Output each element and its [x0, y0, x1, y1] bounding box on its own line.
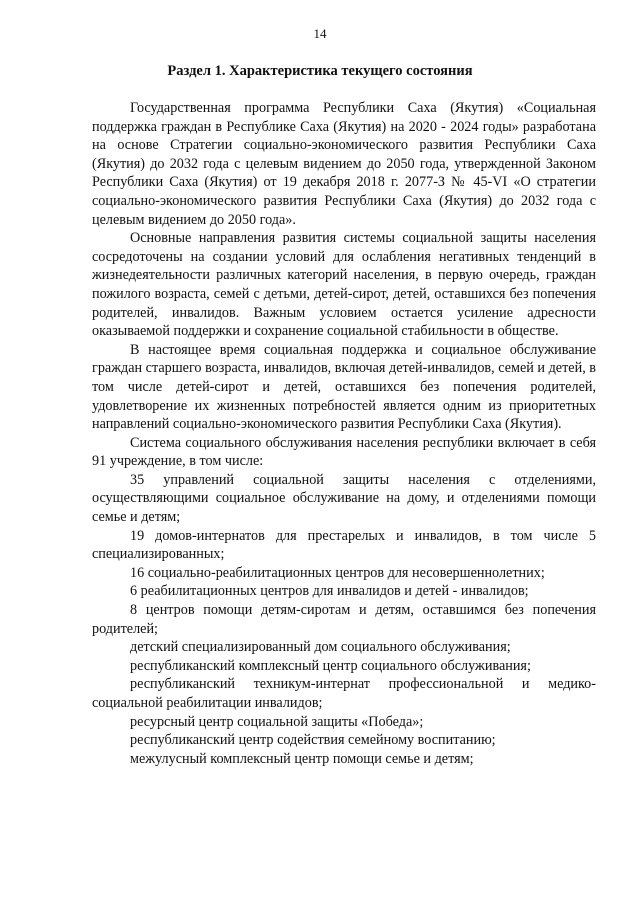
list-item: 16 социально-реабилитационных центров для несовершеннолетних; — [130, 564, 545, 581]
list-item: 8 центров помощи детям-сиротам и детям, оставшимся без попечения родителей; — [92, 602, 596, 637]
list-item: 19 домов-интернатов для престарелых и инвалидов, в том числе 5 специализированных; — [92, 527, 596, 563]
list-item: межулусный комплексный центр помощи семье и детям; — [130, 750, 474, 767]
paragraph: Система социального обслуживания населения республики включает в себя 91 учреждение, в том числе: — [92, 434, 596, 470]
list-item: республиканский техникум-интернат профессиональной и медико-социальной реабилитации инвалидов; — [92, 676, 596, 711]
list-item: 6 реабилитационных центров для инвалидов и детей - инвалидов; — [130, 583, 529, 600]
list-item: республиканский центр содействия семейному воспитанию; — [130, 732, 496, 749]
paragraph: В настоящее время социальная поддержка и социальное обслуживание граждан старшего возраста, инвалидов, включая детей-инвалидов, семей и детей, в том числе детей-сирот и детей, оставшихся без попечения родителей, удовлетворение их жизненных потребностей является одним из приоритетных направлений социально-экономического развития Республики Саха (Якутия). — [92, 341, 596, 433]
list-item: ресурсный центр социальной защиты «Победа»; — [130, 713, 424, 730]
paragraph: Государственная программа Республики Саха (Якутия) «Социальная поддержка граждан в Республике Саха (Якутия) на 2020 - 2024 годы» разработана на основе Стратегии социально-экономического развития Республики Саха (Якутия) до 2032 года с целевым видением до 2050 года, утвержденной Законом Республики Саха (Якутия) от 19 декабря 2018 г. 2077-З № 45-VI «О стратегии социально-экономического развития Республики Саха (Якутия) до 2032 года с целевым видением до 2050 года». — [92, 100, 596, 228]
list-item: 35 управлений социальной защиты населения с отделениями, осуществляющими социальное обслуживание на дому, и отделениями помощи семье и детям; — [92, 471, 596, 526]
page-number: 14 — [313, 26, 327, 41]
paragraph: Основные направления развития системы социальной защиты населения сосредоточены на создании условий для ослабления негативных тенденций в жизнедеятельности различных категорий населения, в первую очередь, граждан пожилого возраста, семей с детьми, детей-сирот, детей, оставшихся без попечения родителей, инвалидов. Важным условием остается усиление адресности оказываемой поддержки и сохранение социальной стабильности в обществе. — [92, 230, 596, 340]
section-heading: Раздел 1. Характеристика текущего состояния — [167, 63, 473, 79]
list-item: детский специализированный дом социального обслуживания; — [130, 639, 511, 656]
body-text — [92, 99, 596, 768]
list-item: республиканский комплексный центр социального обслуживания; — [130, 657, 531, 674]
